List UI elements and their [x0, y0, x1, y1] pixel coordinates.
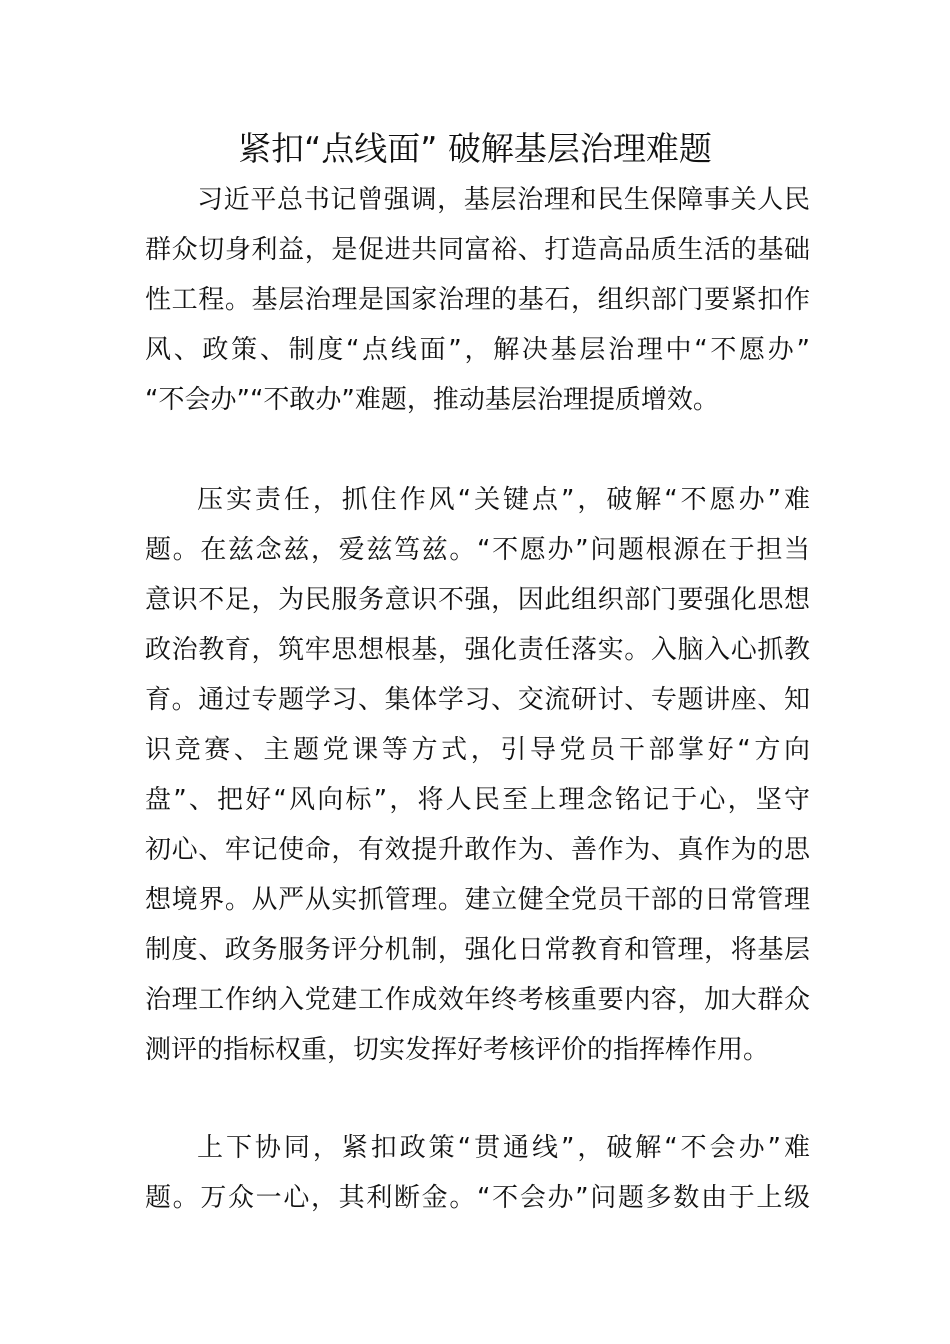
paragraph-line: 题。万众一心，其利断金。“不会办”问题多数由于上级: [145, 1183, 810, 1213]
paragraph-line: 制度、政务服务评分机制，强化日常教育和管理，将基层: [145, 935, 810, 965]
document-title: 紧扣“点线面” 破解基层治理难题: [238, 129, 712, 168]
paragraph-line: 盘”、把好“风向标”，将人民至上理念铭记于心，坚守: [145, 785, 810, 815]
paragraph-line: 初心、牢记使命，有效提升敢作为、善作为、真作为的思: [145, 835, 810, 865]
paragraph-line: 题。在兹念兹，爱兹笃兹。“不愿办”问题根源在于担当: [145, 535, 810, 565]
paragraph-line: 压实责任，抓住作风“关键点”，破解“不愿办”难: [197, 485, 810, 515]
paragraph-line: 风、政策、制度“点线面”，解决基层治理中“不愿办”: [145, 335, 810, 365]
paragraph-line: 治理工作纳入党建工作成效年终考核重要内容，加大群众: [145, 985, 810, 1015]
paragraph-line: “不会办”“不敢办”难题，推动基层治理提质增效。: [145, 385, 719, 415]
paragraph-line: 群众切身利益，是促进共同富裕、打造高品质生活的基础: [145, 235, 810, 265]
paragraph-line: 意识不足，为民服务意识不强，因此组织部门要强化思想: [145, 585, 810, 615]
paragraph-line: 性工程。基层治理是国家治理的基石，组织部门要紧扣作: [145, 285, 810, 315]
paragraph-line: 识竞赛、主题党课等方式，引导党员干部掌好“方向: [145, 735, 810, 765]
paragraph-line: 想境界。从严从实抓管理。建立健全党员干部的日常管理: [145, 885, 810, 915]
paragraph-line: 育。通过专题学习、集体学习、交流研讨、专题讲座、知: [145, 685, 810, 715]
paragraph-line: 测评的指标权重，切实发挥好考核评价的指挥棒作用。: [145, 1035, 770, 1065]
paragraph-line: 上下协同，紧扣政策“贯通线”，破解“不会办”难: [197, 1133, 810, 1163]
paragraph-line: 政治教育，筑牢思想根基，强化责任落实。入脑入心抓教: [145, 635, 810, 665]
paragraph-line: 习近平总书记曾强调，基层治理和民生保障事关人民: [197, 185, 810, 215]
